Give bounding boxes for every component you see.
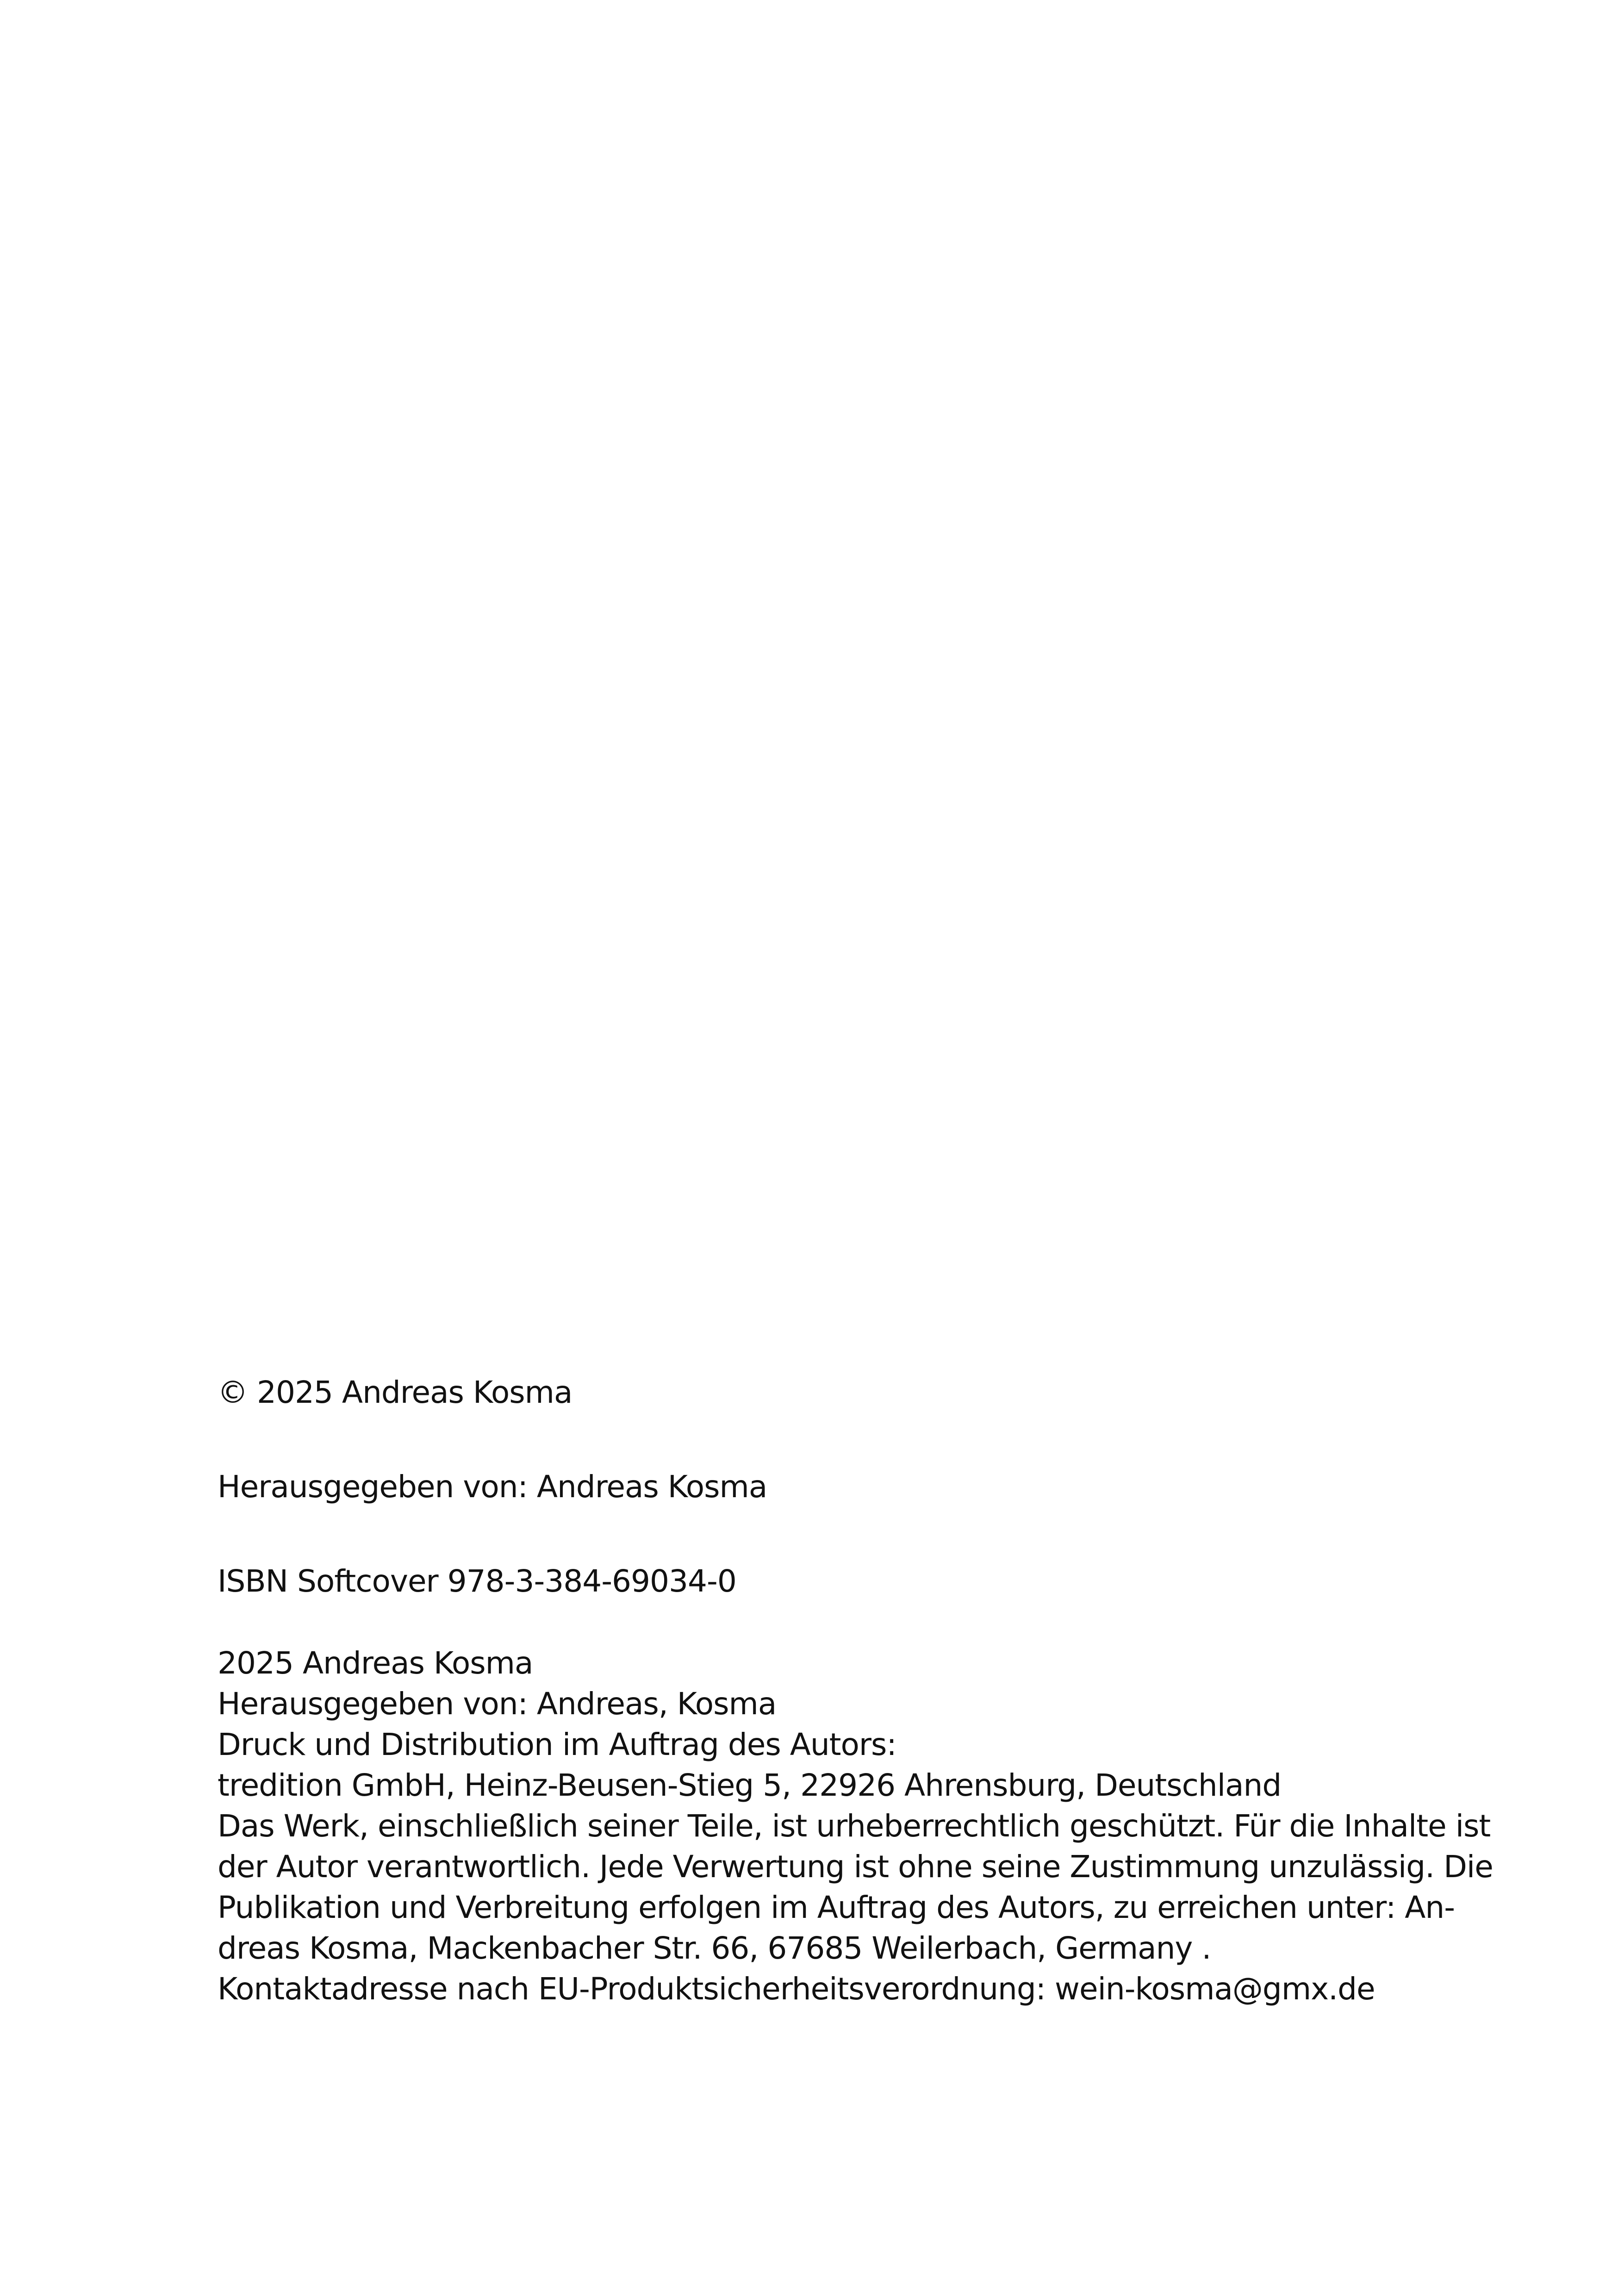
detail-line-year-author: 2025 Andreas Kosma <box>218 1645 533 1681</box>
copyright-line: © 2025 Andreas Kosma <box>218 1375 573 1410</box>
detail-line-copyright-notice-1: Das Werk, einschließlich seiner Teile, ist urheberrechtlich geschützt. Für die Inhalte ist <box>218 1808 1491 1844</box>
isbn-line: ISBN Softcover 978-3-384-69034-0 <box>218 1563 736 1599</box>
detail-line-safety-contact: Kontaktadresse nach EU-Produktsicherheitsverordnung: wein-kosma@gmx.de <box>218 1971 1375 2007</box>
publisher-line: Herausgegeben von: Andreas Kosma <box>218 1469 767 1505</box>
detail-line-distribution: Druck und Distribution im Auftrag des Autors: <box>218 1727 896 1762</box>
imprint-details <box>218 1643 1493 2010</box>
imprint-block <box>218 1372 1493 2010</box>
detail-line-printer-address: tredition GmbH, Heinz-Beusen-Stieg 5, 22926 Ahrensburg, Deutschland <box>218 1767 1282 1803</box>
detail-line-publication-contact-2: dreas Kosma, Mackenbacher Str. 66, 67685 Weilerbach, Germany . <box>218 1930 1211 1966</box>
detail-line-copyright-notice-2: der Autor verantwortlich. Jede Verwertung ist ohne seine Zustimmung unzulässig. Die <box>218 1849 1493 1885</box>
detail-line-publisher: Herausgegeben von: Andreas, Kosma <box>218 1686 777 1722</box>
detail-line-publication-contact-1: Publikation und Verbreitung erfolgen im Auftrag des Autors, zu erreichen unter: An- <box>218 1890 1455 1925</box>
